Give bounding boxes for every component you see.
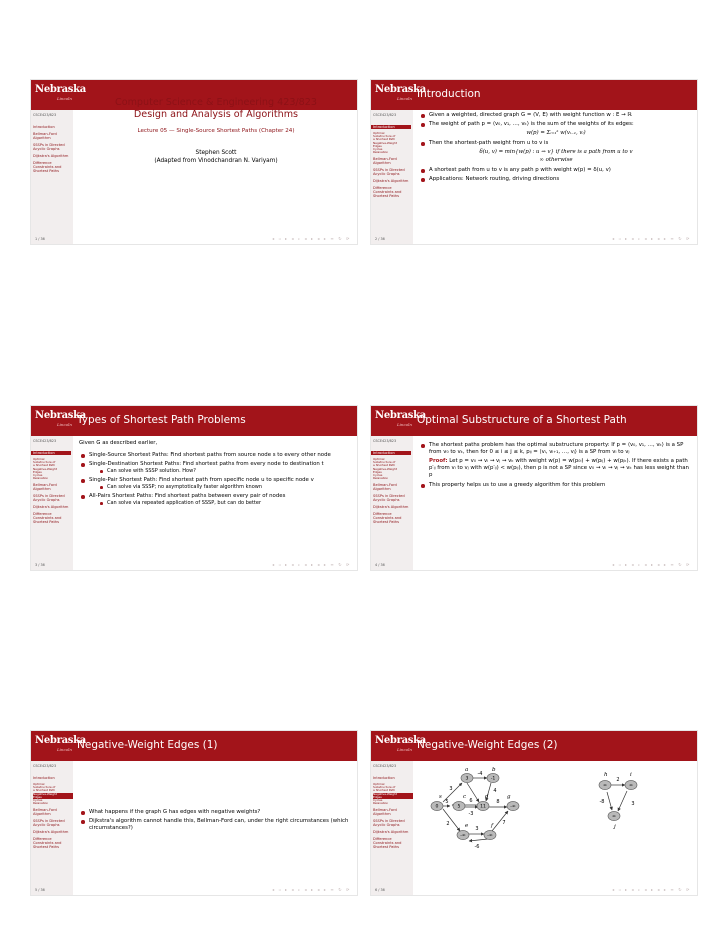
edge-weight: 3	[475, 826, 479, 832]
bullet: This property helps us to use a greedy algorithm for this problem	[419, 482, 693, 489]
author: Stephen Scott	[195, 150, 237, 156]
edge-weight: 2	[446, 821, 450, 827]
page-number: 5 / 36	[35, 888, 45, 892]
adapted-from: (Adapted from Vinodchandran N. Variyam)	[154, 158, 278, 164]
slide-6	[371, 731, 697, 895]
sidebar-item-dag[interactable]: SSSPs in Directed Acyclic Graphs	[373, 168, 405, 177]
edge-f-g	[492, 811, 508, 831]
page-number: 6 / 36	[375, 888, 385, 892]
node-value-h: ∞	[603, 783, 607, 789]
node-value-e: -∞	[460, 833, 466, 839]
edge-weight: -8	[599, 799, 605, 805]
slide-sidebar: CSCE423/823 Introduction Bellman-Ford Algorithm SSSPs in Directed Acyclic Graphs Dijkstra's Algorithm Difference Constraints and Shortest Paths 1 / 36	[31, 110, 73, 244]
slide-3	[31, 406, 357, 570]
sidebar-item-introduction[interactable]: Introduction	[373, 776, 395, 780]
bullet: Applications: Network routing, driving directions	[419, 176, 693, 183]
proof-block: Proof: Let p = v₀ ⇝ vᵢ ⇝ vⱼ ⇝ vₖ with weight w(p) = w(p₀ᵢ) + w(pᵢⱼ) + w(pⱼₖ). If there exists a path p′ᵢⱼ from vᵢ to vⱼ with w(p′ᵢⱼ) < w(pᵢⱼ), then p is not a SP since v₀ ⇝ vᵢ ⇝ vⱼ ⇝ vₖ has less weight than p	[429, 458, 689, 478]
sidebar-item-dag[interactable]: SSSPs in Directed Acyclic Graphs	[33, 819, 65, 828]
path-weight-equation: w(p) = Σᵢ₌₁ᵏ w(vᵢ₋₁, vᵢ)	[526, 130, 586, 136]
beamer-nav-icons[interactable]: ◂ ◃ ▸ ◂ ▹ ◂ ▸ ◂ ▸ ≡ ↻ ⟳	[272, 887, 351, 892]
edge-weight: 5	[445, 799, 449, 805]
bullet: Then the shortest-path weight from u to v is	[419, 140, 693, 147]
sidebar-item-dag[interactable]: SSSPs in Directed Acyclic Graphs	[373, 819, 405, 828]
sidebar-item-introduction[interactable]: Introduction	[33, 776, 55, 780]
edge-weight: 8	[496, 799, 500, 805]
slide-title: Negative-Weight Edges (1)	[77, 739, 218, 751]
edge-i-j	[618, 791, 627, 811]
node-value-f: -∞	[487, 833, 493, 839]
slide-header	[31, 406, 357, 436]
slide-4	[371, 406, 697, 570]
course-title: Computer Science & Engineering 423/823	[115, 97, 317, 108]
slide-sidebar: CSCE423/823 Introduction Optimal Substructure of a Shortest Path Negative-Weight Edges Cycles Relaxation Bellman-Ford Algorithm SSSPs in Directed Acyclic Graphs Dijkstra's Algorithm Difference Constraints and Shortest Paths 5 / 36	[31, 761, 73, 895]
sidebar-item-bellman-ford[interactable]: Bellman-Ford Algorithm	[373, 157, 397, 166]
sidebar-item-bellman-ford[interactable]: Bellman-Ford Algorithm	[373, 483, 397, 492]
node-label-i: i	[630, 772, 632, 778]
slide-title: Types of Shortest Path Problems	[77, 414, 246, 426]
node-label-e: e	[465, 823, 469, 829]
slide-title: Introduction	[417, 88, 481, 100]
node-value-s: 0	[435, 804, 439, 810]
node-label-a: a	[465, 767, 469, 773]
sidebar-item-difference-constraints[interactable]: Difference Constraints and Shortest Paths	[33, 837, 62, 850]
edge-weight: 6	[469, 798, 473, 804]
university-logo: Nebraska Lincoln	[35, 84, 86, 101]
page-number: 1 / 36	[35, 237, 45, 241]
sidebar-item-introduction[interactable]: Introduction	[31, 451, 71, 455]
beamer-nav-icons[interactable]: ◂ ◃ ▸ ◂ ▹ ◂ ▸ ◂ ▸ ≡ ↻ ⟳	[272, 562, 351, 567]
beamer-nav-icons[interactable]: ◂ ◃ ▸ ◂ ▹ ◂ ▸ ◂ ▸ ≡ ↻ ⟳	[272, 236, 351, 241]
bullet: Dijkstra's algorithm cannot handle this, Bellman-Ford can, under the right circumstances (which circumstances?)	[79, 818, 353, 832]
course-subtitle: Design and Analysis of Algorithms	[133, 109, 299, 120]
university-logo: Nebraska Lincoln	[35, 735, 86, 752]
sidebar-item-bellman-ford[interactable]: Bellman-Ford Algorithm	[33, 808, 57, 817]
bullet: All-Pairs Shortest Paths: Find shortest paths between every pair of nodes Can solve via repeated application of SSSP, but can do better	[79, 493, 353, 507]
node-value-g: -∞	[510, 804, 516, 810]
node-label-h: h	[604, 772, 608, 778]
node-label-c: c	[463, 794, 467, 800]
sidebar-item-bellman-ford[interactable]: Bellman-Ford Algorithm	[373, 808, 397, 817]
node-value-b: -1	[490, 776, 496, 782]
slide-2	[371, 80, 697, 244]
bullet: Given a weighted, directed graph G = (V, E) with weight function w : E → ℝ	[419, 112, 693, 119]
sub-bullet: Can solve via SSSP; no asymptotically faster algorithm known	[89, 484, 353, 491]
bullet: The shortest paths problem has the optimal substructure property: If p = ⟨v₀, v₁, …, vₖ⟩ is a SP from v₀ to vₖ, then for 0 ≤ i ≤ j ≤ k, pᵢⱼ = ⟨vᵢ, vᵢ₊₁, …, vⱼ⟩ is a SP from vᵢ to vⱼ	[419, 442, 693, 456]
node-label-d: d	[485, 794, 489, 800]
sidebar-item-dijkstra[interactable]: Dijkstra's Algorithm	[33, 154, 69, 158]
sidebar-item-introduction[interactable]: Introduction	[371, 451, 411, 455]
node-label-g: g	[507, 794, 511, 800]
edge-weight: -4	[477, 771, 483, 777]
edge-weight: -3	[468, 811, 474, 817]
edge-weight: 4	[493, 788, 497, 794]
university-logo: Nebraska Lincoln	[375, 84, 426, 101]
proof-label: Proof:	[429, 458, 448, 464]
sidebar-item-dag[interactable]: SSSPs in Directed Acyclic Graphs	[33, 143, 65, 151]
edge-f-e	[469, 839, 488, 841]
bullet: Single-Source Shortest Paths: Find shortest paths from source node s to every other node	[79, 452, 353, 459]
node-value-d: 11	[480, 804, 486, 810]
negative-weight-graph	[371, 731, 697, 895]
beamer-nav-icons[interactable]: ◂ ◃ ▸ ◂ ▹ ◂ ▸ ◂ ▸ ≡ ↻ ⟳	[612, 562, 691, 567]
sub-bullet: Can solve with SSSP solution. How?	[89, 468, 353, 475]
node-label-f: f	[491, 823, 494, 829]
node-value-c: 5	[457, 804, 461, 810]
slide-title: Optimal Substructure of a Shortest Path	[417, 414, 627, 426]
slide-sidebar: CSCE423/823 Introduction Optimal Substructure of a Shortest Path Negative-Weight Edges Cycles Relaxation Bellman-Ford Algorithm SSSPs in Directed Acyclic Graphs Dijkstra's Algorithm Difference Constraints and Shortest Paths 6 / 36	[371, 761, 413, 895]
slide-header	[371, 80, 697, 110]
university-logo: Nebraska Lincoln	[375, 735, 426, 752]
slide-sidebar: CSCE423/823 Introduction Optimal Substructure of a Shortest Path Negative-Weight Edges Cycles Relaxation Bellman-Ford Algorithm SSSPs in Directed Acyclic Graphs Dijkstra's Algorithm Difference Constraints and Shortest Paths 3 / 36	[31, 436, 73, 570]
node-label-s: s	[439, 794, 442, 800]
node-label-j: j	[614, 824, 616, 830]
sidebar-item-difference-constraints[interactable]: Difference Constraints and Shortest Paths	[373, 186, 402, 199]
bullet: The weight of path p = ⟨v₀, v₁, …, vₖ⟩ is the sum of the weights of its edges:	[419, 121, 693, 128]
edge-weight: 3	[631, 801, 635, 807]
bullet: Single-Pair Shortest Path: Find shortest path from specific node u to specific node v Can solve via SSSP; no asymptotically faster algorithm known	[79, 477, 353, 491]
shortest-path-equation-otherwise: ∞ otherwise	[539, 157, 573, 163]
bullet: Single-Destination Shortest Paths: Find shortest paths from every node to destination t Can solve with SSSP solution. How?	[79, 461, 353, 475]
edge-weight: 3	[449, 786, 453, 792]
intro-line: Given G as described earlier,	[79, 440, 158, 446]
lecture-title: Lecture 05 — Single-Source Shortest Paths (Chapter 24)	[137, 128, 295, 134]
sidebar-item-dijkstra[interactable]: Dijkstra's Algorithm	[373, 505, 409, 510]
sidebar-item-bellman-ford[interactable]: Bellman-Ford Algorithm	[33, 132, 57, 140]
sidebar-item-bellman-ford[interactable]: Bellman-Ford Algorithm	[33, 483, 57, 492]
sidebar-item-difference-constraints[interactable]: Difference Constraints and Shortest Paths	[373, 837, 402, 850]
page-number: 3 / 36	[35, 563, 45, 567]
edge-s-e	[443, 809, 460, 831]
edge-weight: -6	[474, 844, 480, 850]
university-logo: Nebraska Lincoln	[375, 410, 426, 427]
university-logo: Nebraska Lincoln	[35, 410, 86, 427]
bullet: What happens if the graph G has edges with negative weights?	[79, 809, 353, 816]
edge-weight: 7	[502, 820, 506, 826]
sidebar-item-introduction[interactable]: Introduction	[371, 125, 411, 129]
sidebar-item-difference-constraints[interactable]: Difference Constraints and Shortest Paths	[33, 161, 62, 173]
sidebar-item-dag[interactable]: SSSPs in Directed Acyclic Graphs	[373, 494, 405, 503]
slide-title: Negative-Weight Edges (2)	[417, 739, 558, 751]
sidebar-item-introduction[interactable]: Introduction	[33, 125, 55, 129]
page-number: 2 / 36	[375, 237, 385, 241]
beamer-nav-icons[interactable]: ◂ ◃ ▸ ◂ ▹ ◂ ▸ ◂ ▸ ≡ ↻ ⟳	[612, 236, 691, 241]
sidebar-item-dag[interactable]: SSSPs in Directed Acyclic Graphs	[33, 494, 65, 503]
sidebar-item-dijkstra[interactable]: Dijkstra's Algorithm	[373, 830, 409, 835]
page-number: 4 / 36	[375, 563, 385, 567]
slide-1	[31, 80, 357, 244]
shortest-path-equation: δ(u, v) = min{w(p) : u ⇝ v} if there is a path from u to v	[479, 149, 633, 155]
sidebar-item-dijkstra[interactable]: Dijkstra's Algorithm	[33, 505, 69, 510]
slide-sidebar: CSCE423/823 Introduction Optimal Substructure of a Shortest Path Negative-Weight Edges Cycles Relaxation Bellman-Ford Algorithm SSSPs in Directed Acyclic Graphs Dijkstra's Algorithm Difference Constraints and Shortest Paths 2 / 36	[371, 110, 413, 244]
beamer-nav-icons[interactable]: ◂ ◃ ▸ ◂ ▹ ◂ ▸ ◂ ▸ ≡ ↻ ⟳	[612, 887, 691, 892]
sidebar-item-dijkstra[interactable]: Dijkstra's Algorithm	[373, 179, 409, 184]
sidebar-item-dijkstra[interactable]: Dijkstra's Algorithm	[33, 830, 69, 835]
slide-sidebar: CSCE423/823 Introduction Optimal Substructure of a Shortest Path Negative-Weight Edges Cycles Relaxation Bellman-Ford Algorithm SSSPs in Directed Acyclic Graphs Dijkstra's Algorithm Difference Constraints and Shortest Paths 4 / 36	[371, 436, 413, 570]
node-value-a: 3	[465, 776, 469, 782]
sub-bullet: Can solve via repeated application of SSSP, but can do better	[89, 500, 353, 507]
edge-weight: 2	[616, 777, 620, 783]
bullet: A shortest path from u to v is any path p with weight w(p) = δ(u, v)	[419, 167, 693, 174]
sidebar-item-difference-constraints[interactable]: Difference Constraints and Shortest Paths	[373, 512, 402, 525]
slide-header	[31, 731, 357, 761]
slide-header	[371, 406, 697, 436]
slide-5	[31, 731, 357, 895]
node-value-i: ∞	[629, 783, 633, 789]
edge-h-j	[607, 792, 612, 810]
sidebar-item-difference-constraints[interactable]: Difference Constraints and Shortest Paths	[33, 512, 62, 525]
node-label-b: b	[492, 767, 496, 773]
node-value-j: ∞	[612, 814, 616, 820]
